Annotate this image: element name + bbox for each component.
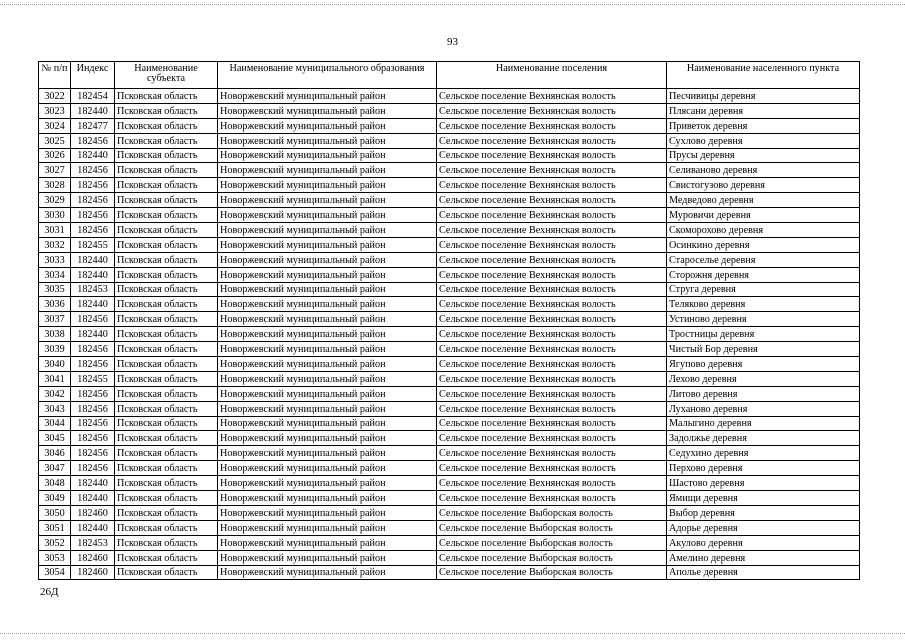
- cell-municipality: Новоржевский муниципальный район: [218, 401, 437, 416]
- cell-municipality: Новоржевский муниципальный район: [218, 267, 437, 282]
- cell-subject: Псковская область: [115, 357, 218, 372]
- cell-subject: Псковская область: [115, 491, 218, 506]
- cell-settlement: Сельское поселение Вехнянская волость: [437, 267, 667, 282]
- cell-settlement: Сельское поселение Вехнянская волость: [437, 148, 667, 163]
- cell-municipality: Новоржевский муниципальный район: [218, 178, 437, 193]
- cell-index: 182460: [71, 550, 115, 565]
- cell-num: 3027: [39, 163, 71, 178]
- cell-num: 3047: [39, 461, 71, 476]
- cell-municipality: Новоржевский муниципальный район: [218, 237, 437, 252]
- cell-municipality: Новоржевский муниципальный район: [218, 535, 437, 550]
- table-row: [39, 208, 860, 223]
- cell-num: 3038: [39, 327, 71, 342]
- cell-index: 182456: [71, 416, 115, 431]
- header-subject: Наименование субъекта: [115, 62, 218, 89]
- table-row: [39, 327, 860, 342]
- cell-subject: Псковская область: [115, 163, 218, 178]
- table-row: [39, 312, 860, 327]
- cell-num: 3028: [39, 178, 71, 193]
- cell-settlement: Сельское поселение Вехнянская волость: [437, 401, 667, 416]
- cell-settlement: Сельское поселение Выборская волость: [437, 535, 667, 550]
- cell-municipality: Новоржевский муниципальный район: [218, 312, 437, 327]
- cell-settlement: Сельское поселение Вехнянская волость: [437, 208, 667, 223]
- cell-settlement: Сельское поселение Вехнянская волость: [437, 327, 667, 342]
- cell-settlement: Сельское поселение Выборская волость: [437, 565, 667, 580]
- table-row: [39, 357, 860, 372]
- cell-municipality: Новоржевский муниципальный район: [218, 476, 437, 491]
- cell-num: 3024: [39, 118, 71, 133]
- cell-settlement: Сельское поселение Вехнянская волость: [437, 163, 667, 178]
- cell-municipality: Новоржевский муниципальный район: [218, 89, 437, 104]
- cell-index: 182456: [71, 223, 115, 238]
- header-settlement: Наименование поселения: [437, 62, 667, 89]
- cell-municipality: Новоржевский муниципальный район: [218, 505, 437, 520]
- cell-locality: Устиново деревня: [667, 312, 860, 327]
- table-row: [39, 282, 860, 297]
- cell-index: 182440: [71, 297, 115, 312]
- table-row: [39, 89, 860, 104]
- cell-num: 3030: [39, 208, 71, 223]
- cell-subject: Псковская область: [115, 148, 218, 163]
- cell-municipality: Новоржевский муниципальный район: [218, 208, 437, 223]
- cell-locality: Медведово деревня: [667, 193, 860, 208]
- cell-num: 3026: [39, 148, 71, 163]
- cell-settlement: Сельское поселение Вехнянская волость: [437, 237, 667, 252]
- cell-municipality: Новоржевский муниципальный район: [218, 193, 437, 208]
- cell-num: 3042: [39, 386, 71, 401]
- cell-subject: Псковская область: [115, 282, 218, 297]
- cell-index: 182456: [71, 342, 115, 357]
- cell-num: 3025: [39, 133, 71, 148]
- table-row: [39, 461, 860, 476]
- cell-locality: Сторожня деревня: [667, 267, 860, 282]
- cell-locality: Амелино деревня: [667, 550, 860, 565]
- table-row: [39, 416, 860, 431]
- table-row: [39, 505, 860, 520]
- cell-municipality: Новоржевский муниципальный район: [218, 342, 437, 357]
- header-num: № п/п: [39, 62, 71, 89]
- cell-municipality: Новоржевский муниципальный район: [218, 327, 437, 342]
- cell-municipality: Новоржевский муниципальный район: [218, 386, 437, 401]
- cell-subject: Псковская область: [115, 103, 218, 118]
- cell-locality: Задолжье деревня: [667, 431, 860, 446]
- cell-subject: Псковская область: [115, 89, 218, 104]
- cell-index: 182456: [71, 163, 115, 178]
- cell-locality: Литово деревня: [667, 386, 860, 401]
- cell-num: 3045: [39, 431, 71, 446]
- cell-num: 3033: [39, 252, 71, 267]
- cell-municipality: Новоржевский муниципальный район: [218, 133, 437, 148]
- cell-index: 182440: [71, 491, 115, 506]
- table-body: [39, 89, 860, 580]
- cell-settlement: Сельское поселение Вехнянская волость: [437, 491, 667, 506]
- table-row: [39, 193, 860, 208]
- cell-num: 3044: [39, 416, 71, 431]
- cell-subject: Псковская область: [115, 535, 218, 550]
- cell-subject: Псковская область: [115, 327, 218, 342]
- cell-num: 3036: [39, 297, 71, 312]
- cell-num: 3040: [39, 357, 71, 372]
- cell-subject: Псковская область: [115, 505, 218, 520]
- cell-index: 182456: [71, 133, 115, 148]
- table-row: [39, 252, 860, 267]
- cell-subject: Псковская область: [115, 237, 218, 252]
- table-row: [39, 118, 860, 133]
- cell-index: 182454: [71, 89, 115, 104]
- table-row: [39, 297, 860, 312]
- cell-municipality: Новоржевский муниципальный район: [218, 461, 437, 476]
- cell-locality: Селиваново деревня: [667, 163, 860, 178]
- cell-index: 182455: [71, 371, 115, 386]
- cell-municipality: Новоржевский муниципальный район: [218, 550, 437, 565]
- cell-num: 3032: [39, 237, 71, 252]
- cell-subject: Псковская область: [115, 342, 218, 357]
- cell-index: 182453: [71, 535, 115, 550]
- cell-municipality: Новоржевский муниципальный район: [218, 223, 437, 238]
- scan-edge-bottom: [0, 633, 905, 640]
- cell-index: 182453: [71, 282, 115, 297]
- cell-municipality: Новоржевский муниципальный район: [218, 565, 437, 580]
- cell-num: 3041: [39, 371, 71, 386]
- cell-locality: Ямищи деревня: [667, 491, 860, 506]
- cell-settlement: Сельское поселение Вехнянская волость: [437, 357, 667, 372]
- cell-index: 182440: [71, 327, 115, 342]
- table-row: [39, 491, 860, 506]
- cell-locality: Акулово деревня: [667, 535, 860, 550]
- cell-settlement: Сельское поселение Вехнянская волость: [437, 371, 667, 386]
- cell-municipality: Новоржевский муниципальный район: [218, 148, 437, 163]
- table-row: [39, 431, 860, 446]
- cell-index: 182440: [71, 520, 115, 535]
- cell-index: 182460: [71, 565, 115, 580]
- cell-locality: Муровичи деревня: [667, 208, 860, 223]
- cell-settlement: Сельское поселение Вехнянская волость: [437, 297, 667, 312]
- cell-index: 182456: [71, 312, 115, 327]
- header-index: Индекс: [71, 62, 115, 89]
- table-row: [39, 386, 860, 401]
- cell-index: 182456: [71, 446, 115, 461]
- cell-municipality: Новоржевский муниципальный район: [218, 431, 437, 446]
- cell-settlement: Сельское поселение Вехнянская волость: [437, 446, 667, 461]
- cell-settlement: Сельское поселение Вехнянская волость: [437, 476, 667, 491]
- cell-locality: Тростницы деревня: [667, 327, 860, 342]
- cell-subject: Псковская область: [115, 401, 218, 416]
- cell-locality: Теляково деревня: [667, 297, 860, 312]
- cell-subject: Псковская область: [115, 371, 218, 386]
- cell-settlement: Сельское поселение Вехнянская волость: [437, 178, 667, 193]
- cell-locality: Осинкино деревня: [667, 237, 860, 252]
- cell-index: 182456: [71, 401, 115, 416]
- cell-locality: Шастово деревня: [667, 476, 860, 491]
- table-row: [39, 103, 860, 118]
- cell-subject: Псковская область: [115, 461, 218, 476]
- cell-locality: Лехово деревня: [667, 371, 860, 386]
- cell-subject: Псковская область: [115, 223, 218, 238]
- table-row: [39, 401, 860, 416]
- scan-edge-top: [0, 0, 905, 5]
- cell-municipality: Новоржевский муниципальный район: [218, 118, 437, 133]
- table-row: [39, 446, 860, 461]
- cell-index: 182477: [71, 118, 115, 133]
- cell-subject: Псковская область: [115, 416, 218, 431]
- cell-num: 3052: [39, 535, 71, 550]
- cell-locality: Плясани деревня: [667, 103, 860, 118]
- table-row: [39, 163, 860, 178]
- cell-settlement: Сельское поселение Вехнянская волость: [437, 133, 667, 148]
- cell-municipality: Новоржевский муниципальный район: [218, 297, 437, 312]
- cell-settlement: Сельское поселение Вехнянская волость: [437, 386, 667, 401]
- cell-num: 3051: [39, 520, 71, 535]
- cell-num: 3034: [39, 267, 71, 282]
- table-row: [39, 237, 860, 252]
- cell-municipality: Новоржевский муниципальный район: [218, 371, 437, 386]
- cell-locality: Староселье деревня: [667, 252, 860, 267]
- cell-index: 182456: [71, 461, 115, 476]
- cell-municipality: Новоржевский муниципальный район: [218, 491, 437, 506]
- table-row: [39, 342, 860, 357]
- cell-index: 182456: [71, 193, 115, 208]
- cell-index: 182456: [71, 208, 115, 223]
- cell-index: 182456: [71, 431, 115, 446]
- cell-locality: Сухлово деревня: [667, 133, 860, 148]
- table-row: [39, 520, 860, 535]
- cell-locality: Песчивицы деревня: [667, 89, 860, 104]
- cell-locality: Адорье деревня: [667, 520, 860, 535]
- table-row: [39, 267, 860, 282]
- cell-locality: Перхово деревня: [667, 461, 860, 476]
- table-row: [39, 223, 860, 238]
- cell-subject: Псковская область: [115, 476, 218, 491]
- cell-subject: Псковская область: [115, 520, 218, 535]
- cell-index: 182440: [71, 148, 115, 163]
- cell-num: 3054: [39, 565, 71, 580]
- cell-index: 182440: [71, 476, 115, 491]
- cell-num: 3022: [39, 89, 71, 104]
- cell-locality: Чистый Бор деревня: [667, 342, 860, 357]
- table-row: [39, 550, 860, 565]
- cell-index: 182456: [71, 178, 115, 193]
- table-row: [39, 148, 860, 163]
- cell-settlement: Сельское поселение Выборская волость: [437, 550, 667, 565]
- cell-settlement: Сельское поселение Вехнянская волость: [437, 282, 667, 297]
- cell-locality: Луханово деревня: [667, 401, 860, 416]
- cell-locality: Выбор деревня: [667, 505, 860, 520]
- cell-index: 182456: [71, 386, 115, 401]
- cell-subject: Псковская область: [115, 297, 218, 312]
- cell-num: 3050: [39, 505, 71, 520]
- cell-settlement: Сельское поселение Вехнянская волость: [437, 89, 667, 104]
- cell-subject: Псковская область: [115, 550, 218, 565]
- cell-locality: Седухино деревня: [667, 446, 860, 461]
- cell-subject: Псковская область: [115, 431, 218, 446]
- cell-locality: Прусы деревня: [667, 148, 860, 163]
- cell-settlement: Сельское поселение Вехнянская волость: [437, 431, 667, 446]
- cell-index: 182455: [71, 237, 115, 252]
- cell-num: 3029: [39, 193, 71, 208]
- cell-index: 182440: [71, 252, 115, 267]
- header-municipality: Наименование муниципального образования: [218, 62, 437, 89]
- cell-locality: Малыгино деревня: [667, 416, 860, 431]
- table-header-row: [39, 62, 860, 89]
- cell-index: 182440: [71, 103, 115, 118]
- cell-num: 3023: [39, 103, 71, 118]
- cell-settlement: Сельское поселение Выборская волость: [437, 505, 667, 520]
- cell-municipality: Новоржевский муниципальный район: [218, 282, 437, 297]
- cell-subject: Псковская область: [115, 446, 218, 461]
- cell-locality: Свистогузово деревня: [667, 178, 860, 193]
- cell-num: 3048: [39, 476, 71, 491]
- cell-locality: Скоморохово деревня: [667, 223, 860, 238]
- cell-num: 3046: [39, 446, 71, 461]
- footer-code: 26Д: [40, 586, 59, 598]
- cell-subject: Псковская область: [115, 386, 218, 401]
- cell-settlement: Сельское поселение Вехнянская волость: [437, 118, 667, 133]
- cell-settlement: Сельское поселение Вехнянская волость: [437, 461, 667, 476]
- cell-settlement: Сельское поселение Вехнянская волость: [437, 416, 667, 431]
- cell-settlement: Сельское поселение Вехнянская волость: [437, 252, 667, 267]
- cell-municipality: Новоржевский муниципальный район: [218, 416, 437, 431]
- cell-municipality: Новоржевский муниципальный район: [218, 446, 437, 461]
- cell-settlement: Сельское поселение Вехнянская волость: [437, 193, 667, 208]
- cell-num: 3043: [39, 401, 71, 416]
- table-row: [39, 565, 860, 580]
- cell-municipality: Новоржевский муниципальный район: [218, 357, 437, 372]
- table-row: [39, 535, 860, 550]
- cell-locality: Струга деревня: [667, 282, 860, 297]
- cell-subject: Псковская область: [115, 193, 218, 208]
- table-row: [39, 133, 860, 148]
- cell-subject: Псковская область: [115, 565, 218, 580]
- cell-num: 3037: [39, 312, 71, 327]
- table-row: [39, 476, 860, 491]
- cell-num: 3039: [39, 342, 71, 357]
- cell-settlement: Сельское поселение Вехнянская волость: [437, 342, 667, 357]
- cell-num: 3053: [39, 550, 71, 565]
- cell-subject: Псковская область: [115, 267, 218, 282]
- cell-num: 3031: [39, 223, 71, 238]
- cell-locality: Приветок деревня: [667, 118, 860, 133]
- cell-subject: Псковская область: [115, 178, 218, 193]
- cell-num: 3035: [39, 282, 71, 297]
- cell-subject: Псковская область: [115, 312, 218, 327]
- cell-municipality: Новоржевский муниципальный район: [218, 252, 437, 267]
- table-row: [39, 178, 860, 193]
- cell-subject: Псковская область: [115, 252, 218, 267]
- cell-settlement: Сельское поселение Выборская волость: [437, 520, 667, 535]
- cell-index: 182440: [71, 267, 115, 282]
- localities-table: [38, 61, 860, 580]
- cell-locality: Аполье деревня: [667, 565, 860, 580]
- cell-locality: Ягупово деревня: [667, 357, 860, 372]
- cell-municipality: Новоржевский муниципальный район: [218, 520, 437, 535]
- cell-index: 182456: [71, 357, 115, 372]
- cell-settlement: Сельское поселение Вехнянская волость: [437, 312, 667, 327]
- cell-subject: Псковская область: [115, 118, 218, 133]
- cell-municipality: Новоржевский муниципальный район: [218, 103, 437, 118]
- cell-settlement: Сельское поселение Вехнянская волость: [437, 103, 667, 118]
- header-locality: Наименование населенного пункта: [667, 62, 860, 89]
- cell-municipality: Новоржевский муниципальный район: [218, 163, 437, 178]
- cell-index: 182460: [71, 505, 115, 520]
- page-number: 93: [447, 36, 458, 48]
- cell-subject: Псковская область: [115, 133, 218, 148]
- table-row: [39, 371, 860, 386]
- cell-subject: Псковская область: [115, 208, 218, 223]
- cell-num: 3049: [39, 491, 71, 506]
- cell-settlement: Сельское поселение Вехнянская волость: [437, 223, 667, 238]
